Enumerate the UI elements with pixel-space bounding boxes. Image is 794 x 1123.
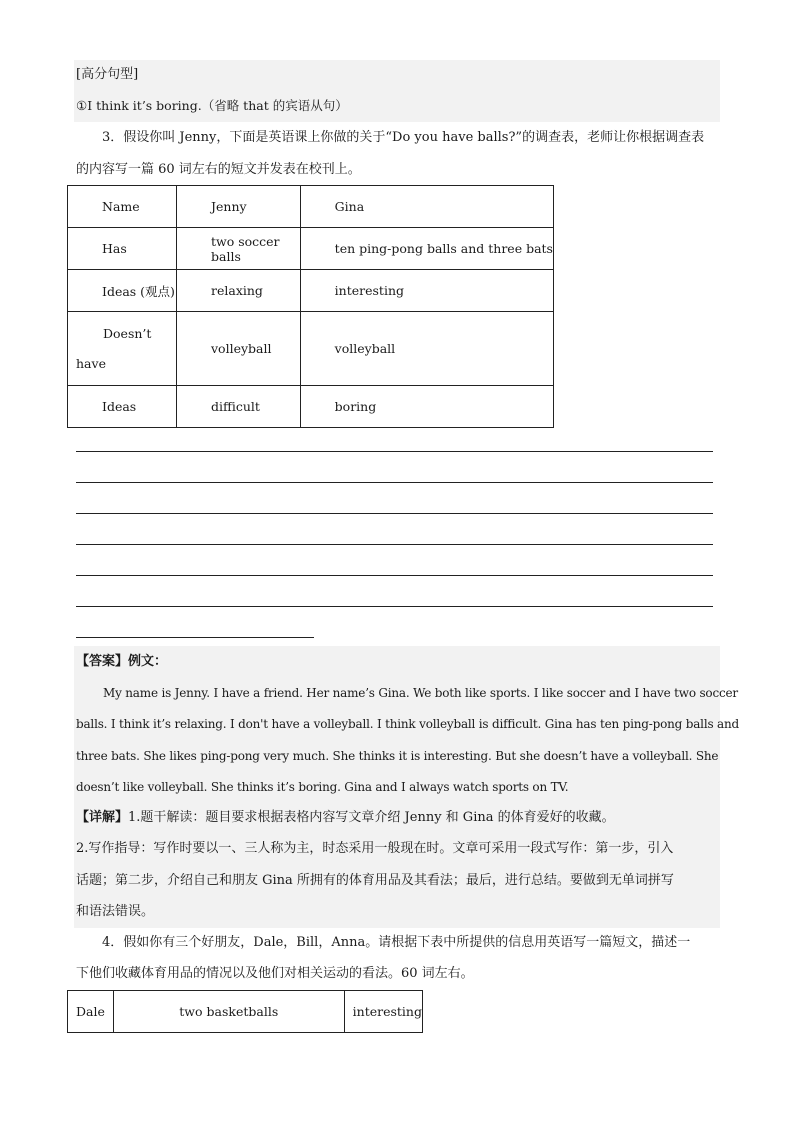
table-row [68, 386, 554, 428]
question-4-line-1: 4．假如你有三个好朋友，Dale，Bill，Anna。请根据下表中所提供的信息用英语写一篇短文，描述一 [102, 935, 691, 950]
table-cell: Has [68, 228, 177, 270]
table-cell: two basketballs [113, 991, 344, 1033]
table-row [68, 270, 554, 312]
detail-line-2: 2.写作指导：写作时要以一、三人称为主，时态采用一般现在时。文章可采用一段式写作：第一步，引入 [76, 841, 674, 856]
table-cell: Ideas (观点) [68, 270, 177, 312]
high-score-tag: [高分句型] [76, 67, 139, 82]
answer-heading: 【答案】例文： [76, 654, 168, 669]
table-row [68, 186, 554, 228]
essay-line: three bats. She likes ping-pong very much. She thinks it is interesting. But she doesn’t have a volleyball. She [76, 749, 719, 763]
survey-table [67, 185, 554, 428]
detail-line-1 [76, 808, 615, 828]
table-cell: volleyball [177, 312, 301, 386]
writing-line [76, 482, 713, 483]
table-cell: interesting [344, 991, 422, 1033]
writing-line [76, 606, 713, 607]
table-cell: two soccer balls [177, 228, 301, 270]
writing-line [76, 575, 713, 576]
essay-line: My name is Jenny. I have a friend. Her name’s Gina. We both like sports. I like soccer and I have two soccer [103, 686, 738, 700]
table-cell: difficult [177, 386, 301, 428]
writing-line [76, 451, 713, 452]
table-cell: volleyball [300, 312, 553, 386]
essay-line: balls. I think it’s relaxing. I don't have a volleyball. I think volleyball is difficult. Gina has ten ping-pong balls and [76, 717, 739, 731]
essay-line: doesn’t like volleyball. She thinks it’s boring. Gina and I always watch sports on TV. [76, 780, 569, 794]
table-cell: Ideas [68, 386, 177, 428]
writing-line-short [76, 637, 314, 638]
cell-line: have [76, 355, 106, 371]
pattern-text: I think it’s boring.（省略 that 的宾语从句） [87, 98, 348, 113]
detail-line-3: 话题；第二步，介绍自己和朋友 Gina 所拥有的体育用品及其看法；最后，进行总结。要做到无单词拼写 [76, 873, 674, 888]
friends-table [67, 990, 423, 1033]
table-cell: Jenny [177, 186, 301, 228]
table-cell: ten ping-pong balls and three bats [300, 228, 553, 270]
table-cell: interesting [300, 270, 553, 312]
table-cell: Name [68, 186, 177, 228]
question-3-line-1: 3．假设你叫 Jenny，下面是英语课上你做的关于“Do you have balls?”的调查表，老师让你根据调查表 [102, 130, 705, 145]
question-4-line-2: 下他们收藏体育用品的情况以及他们对相关运动的看法。60 词左右。 [76, 966, 474, 981]
circled-number: ① [76, 98, 88, 113]
detail-text: 1.题干解读：题目要求根据表格内容写文章介绍 Jenny 和 Gina 的体育爱好的收藏。 [128, 810, 615, 825]
table-cell: Dale [68, 991, 114, 1033]
writing-line [76, 544, 713, 545]
question-3-line-2: 的内容写一篇 60 词左右的短文并发表在校刊上。 [76, 162, 361, 177]
table-cell: relaxing [177, 270, 301, 312]
cell-line: Doesn’t [103, 325, 152, 341]
sentence-pattern [76, 96, 348, 116]
table-cell: Gina [300, 186, 553, 228]
detail-heading: 【详解】 [76, 810, 129, 825]
table-row [68, 991, 423, 1033]
table-row [68, 228, 554, 270]
table-row [68, 312, 554, 386]
writing-line [76, 513, 713, 514]
table-cell: boring [300, 386, 553, 428]
detail-line-4: 和语法错误。 [76, 904, 155, 919]
table-cell [68, 312, 177, 386]
